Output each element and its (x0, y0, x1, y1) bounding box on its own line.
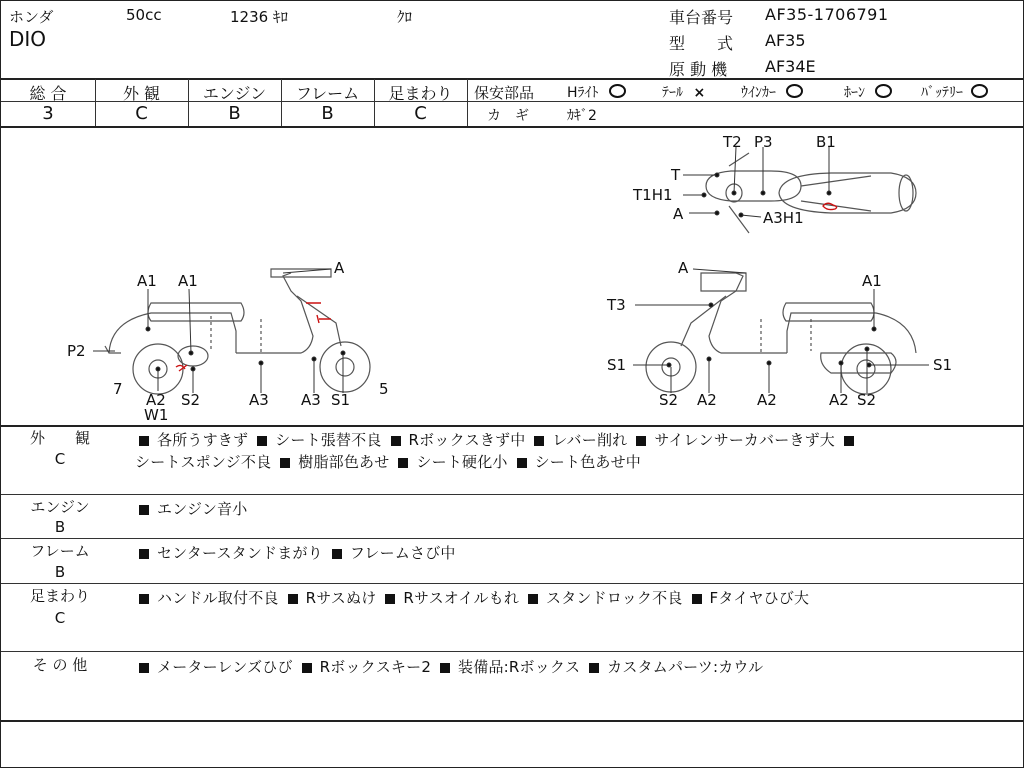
bullet-icon (139, 505, 149, 515)
grade-overall: 3 (42, 103, 54, 124)
part-label: T3 (607, 296, 626, 314)
bullet-icon (440, 663, 450, 673)
part-label: A1 (178, 272, 198, 290)
part-label: A1 (862, 272, 882, 290)
defect-item: シート色あせ中 (534, 453, 641, 471)
bullet-icon (385, 594, 395, 604)
part-label: B1 (816, 133, 836, 151)
grade-header-frame: フレーム (295, 84, 360, 103)
grade-header-overall: 総 合 (29, 84, 67, 103)
defect-item: エンジン音小 (157, 500, 248, 518)
defect-item: Rボックスキー2 (319, 658, 432, 676)
section-engine-line (135, 498, 247, 519)
grade-header-suspension: 足まわり (388, 84, 453, 103)
safety-item-battery (921, 82, 988, 102)
section-exterior-title: 外 観 (29, 429, 90, 447)
divider (467, 79, 468, 126)
part-label: A1 (137, 272, 157, 290)
divider (1, 651, 1023, 652)
section-frame-title: フレーム (30, 542, 90, 560)
section-engine-grade: B (54, 518, 66, 536)
defect-item: カスタムパーツ:カウル (607, 658, 764, 676)
divider (1, 425, 1023, 427)
defect-item: Rサスオイルもれ (403, 589, 520, 607)
bullet-icon (332, 549, 342, 559)
part-label: W1 (144, 406, 169, 424)
bullet-icon (288, 594, 298, 604)
section-exterior-line (135, 429, 862, 450)
model-name: DIO (9, 27, 47, 51)
part-label: 5 (379, 380, 389, 398)
bullet-icon (391, 436, 401, 446)
bullet-icon (280, 458, 290, 468)
defect-item: シート張替不良 (275, 431, 382, 449)
mileage: 1236 ｷﾛ (230, 8, 288, 26)
safety-item-name: ﾃｰﾙ (662, 85, 683, 101)
maker: ホンダ (9, 8, 54, 26)
part-label: T1H1 (633, 186, 673, 204)
frame-number-label: 車台番号 (669, 8, 734, 27)
bullet-icon (139, 594, 149, 604)
key-value: ｶｷﾞ2 (567, 108, 597, 124)
bullet-icon (517, 458, 527, 468)
part-label: A (334, 259, 345, 277)
circle-mark-icon (971, 84, 988, 98)
part-label: A2 (146, 391, 166, 409)
bullet-icon (139, 436, 149, 446)
circle-mark-icon (786, 84, 803, 98)
part-label: S2 (857, 391, 877, 409)
part-label: P3 (754, 133, 773, 151)
divider (1, 78, 1023, 80)
grade-header-exterior: 外 観 (122, 84, 161, 103)
part-label: A (678, 259, 689, 277)
safety-item-name: ｳｲﾝｶｰ (741, 85, 776, 101)
part-label: S2 (181, 391, 201, 409)
part-label: S1 (607, 356, 627, 374)
section-other-line (135, 656, 763, 677)
part-label: A2 (757, 391, 777, 409)
section-exterior-line (135, 451, 641, 472)
key-label: カ ギ (487, 108, 529, 124)
defect-item: 装備品:Rボックス (458, 658, 581, 676)
bullet-icon (257, 436, 267, 446)
defect-item: Rボックスきず中 (408, 431, 526, 449)
bullet-icon (528, 594, 538, 604)
part-label: P2 (67, 342, 86, 360)
safety-item-horn (844, 82, 892, 102)
section-suspension-title: 足まわり (29, 587, 90, 605)
bullet-icon (534, 436, 544, 446)
safety-item-name: ﾊﾞｯﾃﾘｰ (921, 85, 963, 101)
part-label: A3 (249, 391, 269, 409)
frame-number-value: AF35-1706791 (765, 5, 889, 24)
scooter-top-view (706, 153, 916, 233)
part-label: S1 (331, 391, 351, 409)
section-frame-line (135, 542, 456, 563)
bullet-icon (636, 436, 646, 446)
divider (1, 494, 1023, 495)
defect-item: フレームさび中 (349, 544, 456, 562)
section-frame-grade: B (54, 563, 66, 581)
part-label: T (671, 166, 681, 184)
part-label: S2 (659, 391, 679, 409)
part-label: 7 (113, 380, 123, 398)
displacement: 50cc (126, 6, 162, 24)
section-other-title: そ の 他 (32, 656, 88, 674)
section-exterior-grade: C (54, 450, 66, 468)
divider (1, 583, 1023, 584)
type-label: 型 式 (669, 34, 734, 53)
safety-item-winker (741, 82, 803, 102)
part-label: S1 (933, 356, 953, 374)
circle-mark-icon (609, 84, 626, 98)
part-label: A3 (301, 391, 321, 409)
bullet-icon (692, 594, 702, 604)
bullet-icon (302, 663, 312, 673)
section-suspension-grade: C (54, 609, 66, 627)
bullet-icon (398, 458, 408, 468)
safety-item-headlight (567, 82, 626, 102)
bullet-icon (139, 549, 149, 559)
defect-item: メーターレンズひび (157, 658, 293, 676)
section-engine-title: エンジン (30, 498, 90, 516)
section-suspension-line (135, 587, 809, 608)
defect-item: 各所うすきず (157, 431, 249, 449)
grade-exterior: C (135, 103, 148, 124)
type-value: AF35 (765, 31, 806, 50)
grade-engine: B (228, 103, 241, 124)
grade-header-engine: エンジン (202, 84, 267, 103)
defect-item: Rサスぬけ (305, 589, 377, 607)
safety-item-name: Hﾗｲﾄ (567, 85, 599, 101)
defect-item: シート硬化小 (416, 453, 508, 471)
safety-item-taillight (662, 82, 705, 102)
engine-model-value: AF34E (765, 57, 816, 76)
divider (1, 720, 1023, 722)
safety-parts-label: 保安部品 (474, 84, 535, 102)
cross-mark-icon: × (693, 85, 706, 101)
defect-item: レバー削れ (552, 431, 628, 449)
part-label: T2 (723, 133, 742, 151)
part-label: A2 (697, 391, 717, 409)
scooter-right-view (646, 273, 916, 394)
color: ｸﾛ (397, 8, 413, 26)
defect-item: ハンドル取付不良 (157, 589, 279, 607)
part-label: A2 (829, 391, 849, 409)
defect-item: 樹脂部色あせ (298, 453, 390, 471)
defect-item: スタンドロック不良 (546, 589, 683, 607)
bullet-icon (139, 663, 149, 673)
grade-suspension: C (414, 103, 427, 124)
circle-mark-icon (875, 84, 892, 98)
defect-item: センタースタンドまがり (157, 544, 323, 562)
defect-item: サイレンサーカバーきず大 (654, 431, 835, 449)
part-label: A (673, 205, 684, 223)
engine-model-label: 原 動 機 (669, 60, 728, 79)
safety-item-name: ﾎｰﾝ (844, 85, 865, 101)
defect-item: Fタイヤひび大 (709, 589, 810, 607)
bullet-icon (844, 436, 854, 446)
part-label: A3H1 (763, 209, 804, 227)
defect-item: シートスポンジ不良 (135, 453, 272, 471)
grade-frame: B (321, 103, 334, 124)
bullet-icon (589, 663, 599, 673)
divider (1, 538, 1023, 539)
